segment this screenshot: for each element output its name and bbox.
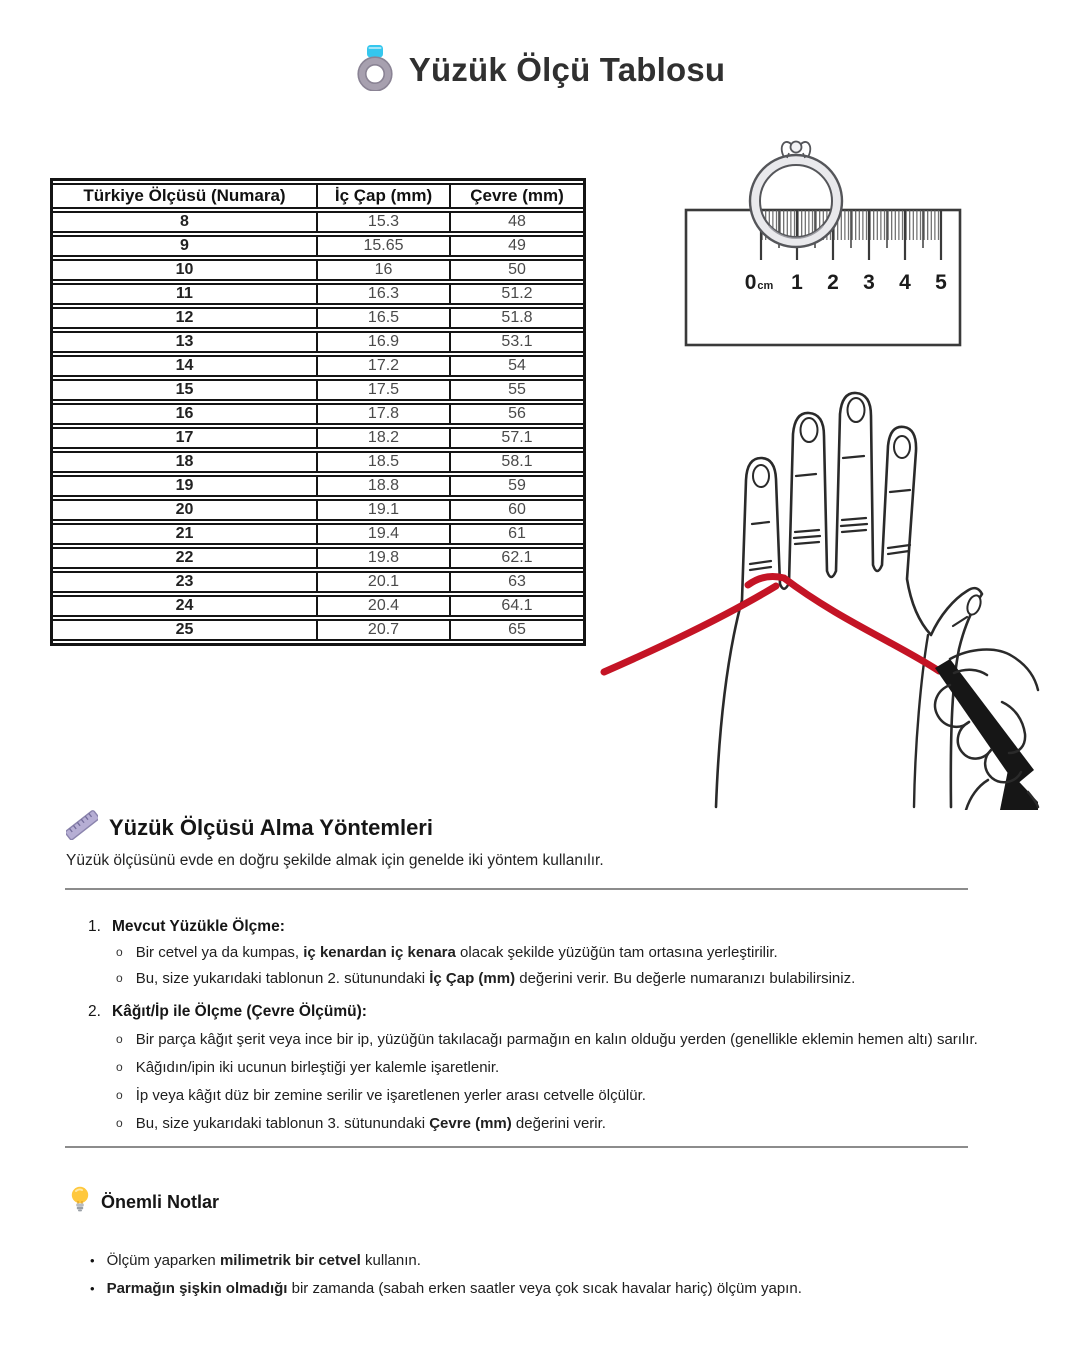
cell-size-number: 19 [53, 475, 316, 497]
table-row [53, 595, 583, 617]
cell-size-number: 25 [53, 619, 316, 641]
cell-size-number: 15 [53, 379, 316, 401]
methods-intro-text: Yüzük ölçüsünü evde en doğru şekilde almak için genelde iki yöntem kullanılır. [66, 852, 604, 869]
column-header-size: Türkiye Ölçüsü (Numara) [53, 183, 316, 209]
table-row [53, 307, 583, 329]
svg-text:5: 5 [935, 271, 947, 294]
method-sub-bullet: o Bir parça kâğıt şerit veya ince bir ip, yüzüğün takılacağı parmağın en kalın olduğu yerden (genellikle eklemin hemen altı) sarılır. [116, 1031, 978, 1048]
cell-circumference: 55 [449, 379, 583, 401]
page-title: Yüzük Ölçü Tablosu [408, 51, 726, 88]
cell-circumference: 50 [449, 259, 583, 281]
cell-size-number: 10 [53, 259, 316, 281]
svg-text:0cm: 0cm [744, 271, 774, 294]
cell-circumference: 60 [449, 499, 583, 521]
sub-bullet-marker: o [116, 1032, 123, 1046]
cell-size-number: 23 [53, 571, 316, 593]
table-row [53, 283, 583, 305]
cell-circumference: 63 [449, 571, 583, 593]
table-row [53, 379, 583, 401]
cell-circumference: 59 [449, 475, 583, 497]
cell-circumference: 49 [449, 235, 583, 257]
cell-inner-diameter: 18.2 [316, 427, 449, 449]
cell-inner-diameter: 16 [316, 259, 449, 281]
cell-circumference: 51.8 [449, 307, 583, 329]
method-item-paper-string [88, 1001, 1018, 1134]
table-row [53, 427, 583, 449]
cell-inner-diameter: 16.3 [316, 283, 449, 305]
cell-inner-diameter: 19.4 [316, 523, 449, 545]
method-sub-bullet: o Kâğıdın/ipin iki ucunun birleştiği yer kalemle işaretlenir. [116, 1059, 500, 1076]
cell-inner-diameter: 17.8 [316, 403, 449, 425]
svg-text:3: 3 [863, 271, 875, 294]
list-number: 1. [88, 918, 101, 935]
cell-size-number: 21 [53, 523, 316, 545]
cell-inner-diameter: 20.7 [316, 619, 449, 641]
size-table-container [50, 178, 586, 646]
sub-bullet-marker: o [116, 1060, 123, 1074]
ring-on-ruler-figure [683, 136, 965, 354]
method-sub-bullet: o İp veya kâğıt düz bir zemine serilir ve işaretlenen yerler arası cetvelle ölçülür. [116, 1087, 646, 1104]
method-item-title: 1. Mevcut Yüzükle Ölçme: [88, 918, 285, 935]
page-header [0, 44, 1080, 96]
lightbulb-icon [70, 1186, 90, 1218]
notes-section-title: Önemli Notlar [101, 1191, 220, 1212]
table-row [53, 547, 583, 569]
cell-size-number: 11 [53, 283, 316, 305]
note-bullet: • Parmağın şişkin olmadığı bir zamanda (sabah erken saatler veya çok sıcak havalar hariç) ölçüm yapın. [90, 1280, 802, 1297]
cell-circumference: 53.1 [449, 331, 583, 353]
sub-bullet-marker: o [116, 971, 123, 985]
table-row [53, 403, 583, 425]
cell-size-number: 18 [53, 451, 316, 473]
methods-section-title: Yüzük Ölçüsü Alma Yöntemleri [109, 814, 433, 840]
cell-circumference: 65 [449, 619, 583, 641]
ruler-icon [66, 810, 98, 845]
hand-string-measure-figure [598, 372, 1040, 810]
cell-inner-diameter: 19.8 [316, 547, 449, 569]
table-row [53, 475, 583, 497]
table-row [53, 331, 583, 353]
cell-circumference: 62.1 [449, 547, 583, 569]
method-sub-bullet: o Bir cetvel ya da kumpas, iç kenardan iç kenara olacak şekilde yüzüğün tam ortasına yerleştirilir. [116, 944, 778, 961]
list-number: 2. [88, 1003, 101, 1020]
horizontal-divider [65, 888, 968, 890]
table-row [53, 499, 583, 521]
cell-size-number: 14 [53, 355, 316, 377]
cell-circumference: 57.1 [449, 427, 583, 449]
ring-icon [355, 44, 395, 96]
cell-inner-diameter: 19.1 [316, 499, 449, 521]
cell-size-number: 20 [53, 499, 316, 521]
cell-circumference: 56 [449, 403, 583, 425]
ring-size-table [50, 178, 586, 646]
cell-inner-diameter: 20.4 [316, 595, 449, 617]
column-header-circumference: Çevre (mm) [449, 183, 583, 209]
cell-inner-diameter: 16.5 [316, 307, 449, 329]
table-row [53, 259, 583, 281]
sub-bullet-marker: o [116, 1088, 123, 1102]
table-row [53, 451, 583, 473]
method-item-existing-ring [88, 916, 1018, 989]
table-row [53, 355, 583, 377]
cell-inner-diameter: 17.2 [316, 355, 449, 377]
cell-size-number: 22 [53, 547, 316, 569]
cell-size-number: 17 [53, 427, 316, 449]
table-row [53, 619, 583, 641]
bullet-marker: • [90, 1253, 95, 1268]
table-header-row [53, 183, 583, 209]
cell-inner-diameter: 20.1 [316, 571, 449, 593]
table-row [53, 235, 583, 257]
cell-size-number: 13 [53, 331, 316, 353]
horizontal-divider [65, 1146, 968, 1148]
cell-size-number: 9 [53, 235, 316, 257]
table-row [53, 523, 583, 545]
cell-size-number: 16 [53, 403, 316, 425]
methods-section-header [66, 810, 433, 845]
cell-inner-diameter: 18.5 [316, 451, 449, 473]
column-header-diameter: İç Çap (mm) [316, 183, 449, 209]
notes-section-header [70, 1186, 219, 1218]
sub-bullet-marker: o [116, 1116, 123, 1130]
cell-circumference: 51.2 [449, 283, 583, 305]
table-row [53, 211, 583, 233]
cell-circumference: 64.1 [449, 595, 583, 617]
note-bullet: • Ölçüm yaparken milimetrik bir cetvel kullanın. [90, 1252, 421, 1269]
cell-circumference: 54 [449, 355, 583, 377]
svg-text:2: 2 [827, 271, 839, 294]
notes-list [90, 1250, 990, 1306]
cell-circumference: 48 [449, 211, 583, 233]
table-row [53, 571, 583, 593]
cell-inner-diameter: 16.9 [316, 331, 449, 353]
cell-size-number: 8 [53, 211, 316, 233]
table-body [53, 211, 583, 641]
svg-text:1: 1 [791, 271, 803, 294]
cell-size-number: 12 [53, 307, 316, 329]
cell-inner-diameter: 17.5 [316, 379, 449, 401]
method-sub-bullet: o Bu, size yukarıdaki tablonun 3. sütunundaki Çevre (mm) değerini verir. [116, 1115, 606, 1132]
cell-circumference: 61 [449, 523, 583, 545]
method-sub-bullet: o Bu, size yukarıdaki tablonun 2. sütunundaki İç Çap (mm) değerini verir. Bu değerle numaranızı bulabilirsiniz. [116, 970, 856, 987]
cell-size-number: 24 [53, 595, 316, 617]
cell-inner-diameter: 15.65 [316, 235, 449, 257]
method-item-title: 2. Kâğıt/İp ile Ölçme (Çevre Ölçümü): [88, 1003, 367, 1020]
methods-list [88, 916, 1018, 1134]
cell-inner-diameter: 18.8 [316, 475, 449, 497]
svg-text:4: 4 [899, 271, 911, 294]
bullet-marker: • [90, 1281, 95, 1296]
sub-bullet-marker: o [116, 945, 123, 959]
cell-inner-diameter: 15.3 [316, 211, 449, 233]
cell-circumference: 58.1 [449, 451, 583, 473]
